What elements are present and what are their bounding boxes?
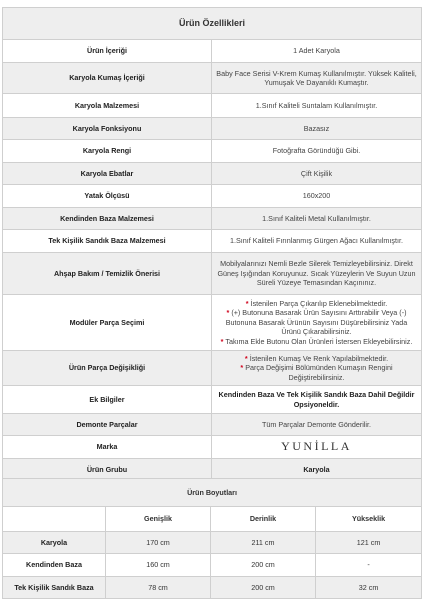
spec-row [3,163,422,185]
dims-cell: 160 cm [106,554,211,577]
spec-label: Demonte Parçalar [3,414,212,436]
spec-row [3,208,422,230]
dims-cell: 200 cm [211,554,316,577]
dims-row [3,532,422,554]
bullet-line: * İstenilen Parça Çıkarılıp Eklenebilmektedir. [245,298,388,308]
dims-row [3,554,422,577]
spec-value [212,295,422,351]
dims-cell: 211 cm [211,532,316,554]
required-star: * [244,353,248,363]
features-title: Ürün Özellikleri [3,8,422,40]
dims-corner-cell [3,507,106,532]
spec-value: 160x200 [212,185,422,208]
required-star: * [240,363,244,373]
spec-label: Ek Bilgiler [3,386,212,414]
features-header-row [3,8,422,40]
spec-value: 1.Sınıf Kaliteli Fırınlanmış Gürgen Ağacı Kullanılmıştır. [212,230,422,253]
dims-cell: 170 cm [106,532,211,554]
spec-label: Karyola Kumaş İçeriği [3,63,212,94]
spec-label: Ürün İçeriği [3,40,212,63]
dims-row-label: Karyola [3,532,106,554]
spec-value: Fotoğrafta Göründüğü Gibi. [212,140,422,163]
spec-value: Kendinden Baza Ve Tek Kişilik Sandık Baza Dahil Değildir Opsiyoneldir. [212,386,422,414]
spec-value [212,351,422,386]
spec-row [3,118,422,140]
dims-title: Ürün Boyutları [3,479,422,507]
product-dimensions-table [2,478,422,599]
required-star: * [245,298,249,308]
column-width: Genişlik [106,507,211,532]
spec-value: Tüm Parçalar Demonte Gönderilir. [212,414,422,436]
spec-value: Baby Face Serisi V-Krem Kumaş Kullanılmıştır. Yüksek Kaliteli, Yumuşak Ve Dayanıklı Kumaştır. [212,63,422,94]
dims-cell: 200 cm [211,577,316,599]
required-star: * [220,336,224,346]
dims-cell: 121 cm [316,532,422,554]
required-star: * [226,308,230,318]
spec-label: Karyola Malzemesi [3,94,212,118]
spec-row [3,295,422,351]
spec-row [3,253,422,295]
dims-row [3,577,422,599]
spec-label: Karyola Fonksiyonu [3,118,212,140]
brand-logo: YUNİLLA [281,438,352,453]
spec-label: Kendinden Baza Malzemesi [3,208,212,230]
spec-row [3,436,422,459]
spec-row [3,63,422,94]
spec-value: 1.Sınıf Kaliteli Suntalam Kullanılmıştır. [212,94,422,118]
spec-label: Marka [3,436,212,459]
spec-value: Mobilyalarınızı Nemli Bezle Silerek Temizleyebilirsiniz. Direkt Güneş Işığından Koruyunuz. Sıcak Yüzeylerin Ve Suyun Uzun Süreli Yüzeye Temasından Kaçınınız. [212,253,422,295]
spec-value: Çift Kişilik [212,163,422,185]
dims-header-row [3,479,422,507]
spec-row [3,414,422,436]
column-height: Yükseklik [316,507,422,532]
spec-label: Karyola Rengi [3,140,212,163]
spec-value: 1 Adet Karyola [212,40,422,63]
spec-value: Bazasız [212,118,422,140]
spec-row [3,351,422,386]
spec-row [3,386,422,414]
spec-label: Ürün Parça Değişikliği [3,351,212,386]
spec-row [3,94,422,118]
spec-row [3,185,422,208]
spec-label: Karyola Ebatlar [3,163,212,185]
bullet-line: * İstenilen Kumaş Ve Renk Yapılabilmektedir. [244,353,389,363]
spec-row [3,40,422,63]
dims-cell: 78 cm [106,577,211,599]
spec-label: Yatak Ölçüsü [3,185,212,208]
bullet-line: * (+) Butonuna Basarak Ürün Sayısını Arttırabilir Veya (-) Butonuna Basarak Ürünün Sayısını Düşürebilirsiniz Yada Ürünü Çıkarabilirsiniz. [225,308,408,337]
dims-row-label: Kendinden Baza [3,554,106,577]
dims-cell: 32 cm [316,577,422,599]
dims-row-label: Tek Kişilik Sandık Baza [3,577,106,599]
spec-row [3,230,422,253]
product-features-table [2,7,422,481]
bullet-line: * Parça Değişimi Bölümünden Kumaşın Rengini Değiştirebilirsiniz. [240,363,393,382]
spec-value [212,436,422,459]
column-depth: Derinlik [211,507,316,532]
spec-row [3,140,422,163]
spec-value: Karyola [212,459,422,481]
bullet-line: * Takıma Ekle Butonu Olan Ürünleri İstersen Ekleyebilirsiniz. [220,336,413,346]
dims-cell: - [316,554,422,577]
spec-label: Modüler Parça Seçimi [3,295,212,351]
spec-value: 1.Sınıf Kaliteli Metal Kullanılmıştır. [212,208,422,230]
dims-column-row [3,507,422,532]
spec-label: Ürün Grubu [3,459,212,481]
spec-label: Ahşap Bakım / Temizlik Önerisi [3,253,212,295]
spec-label: Tek Kişilik Sandık Baza Malzemesi [3,230,212,253]
